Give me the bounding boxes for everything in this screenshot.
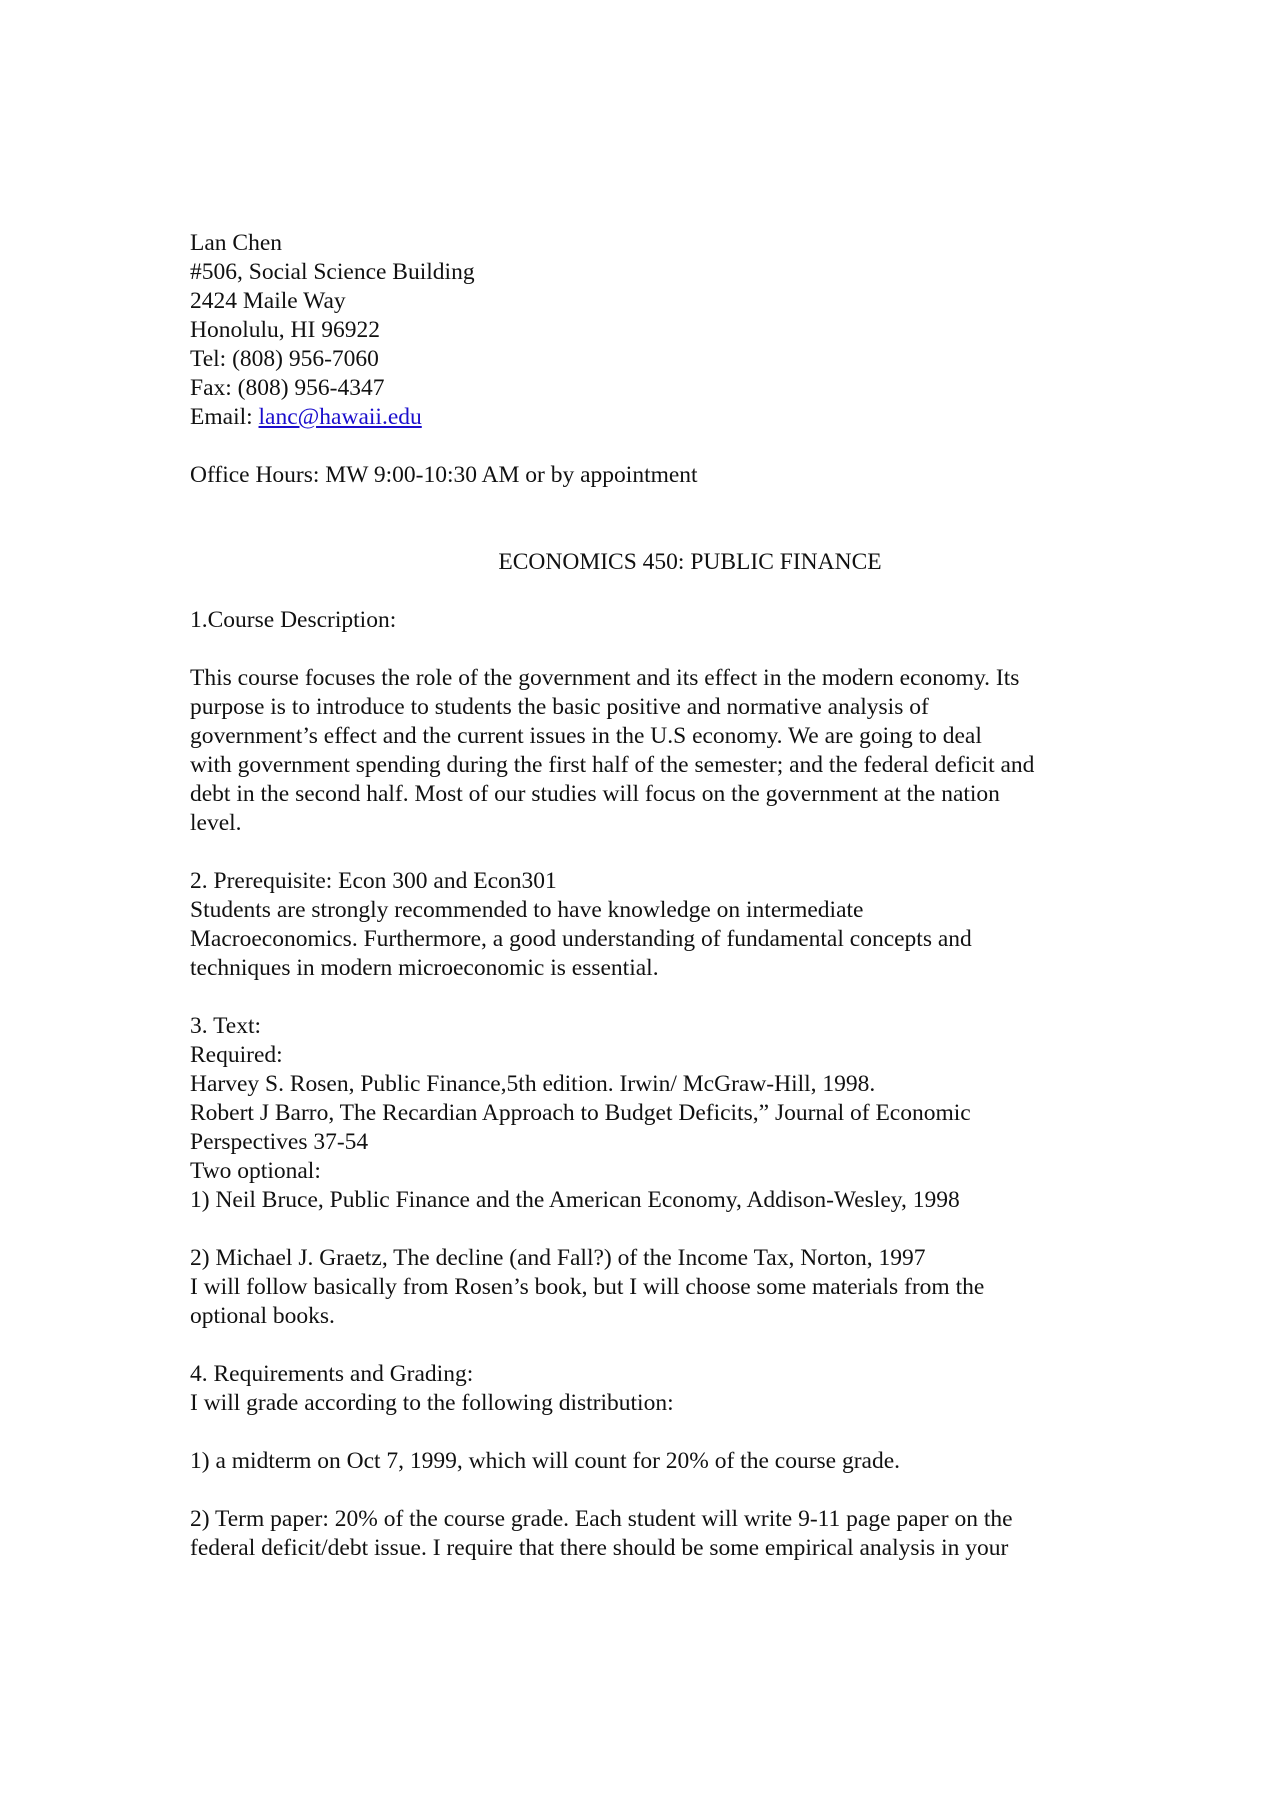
optional-text-2: 2) Michael J. Graetz, The decline (and Fall?) of the Income Tax, Norton, 1997 <box>190 1245 926 1271</box>
spacer <box>190 1476 1150 1505</box>
spacer <box>190 577 1150 606</box>
required-text: Robert J Barro, The Recardian Approach to Budget Deficits,” Journal of Economic <box>190 1100 971 1126</box>
spacer <box>190 490 1150 548</box>
spacer <box>190 432 1150 461</box>
email-line <box>190 403 1150 432</box>
office-hours: Office Hours: MW 9:00-10:30 AM or by appointment <box>190 462 698 488</box>
description-line: with government spending during the first half of the semester; and the federal deficit and <box>190 752 1035 778</box>
email-link[interactable]: lanc@hawaii.edu <box>258 404 422 430</box>
description-line: level. <box>190 810 242 836</box>
description-line: debt in the second half. Most of our studies will focus on the government at the nation <box>190 781 1000 807</box>
fax: Fax: (808) 956-4347 <box>190 375 385 401</box>
grading-item-term-paper: federal deficit/debt issue. I require that there should be some empirical analysis in your <box>190 1535 1009 1561</box>
spacer <box>190 1331 1150 1360</box>
description-line: This course focuses the role of the government and its effect in the modern economy. Its <box>190 665 1020 691</box>
telephone: Tel: (808) 956-7060 <box>190 346 379 372</box>
spacer <box>190 1215 1150 1244</box>
required-text: Perspectives 37-54 <box>190 1129 369 1155</box>
spacer <box>190 635 1150 664</box>
section-heading: 4. Requirements and Grading: <box>190 1361 474 1387</box>
instructor-name: Lan Chen <box>190 230 283 256</box>
grading-item-midterm: 1) a midterm on Oct 7, 1999, which will count for 20% of the course grade. <box>190 1448 901 1474</box>
description-line: purpose is to introduce to students the basic positive and normative analysis of <box>190 694 929 720</box>
spacer <box>190 1418 1150 1447</box>
section-heading: 3. Text: <box>190 1013 262 1039</box>
section-heading: 1.Course Description: <box>190 607 397 633</box>
course-title: ECONOMICS 450: PUBLIC FINANCE <box>498 549 882 575</box>
contact-block <box>190 229 1150 490</box>
required-text: Harvey S. Rosen, Public Finance,5th edition. Irwin/ McGraw-Hill, 1998. <box>190 1071 876 1097</box>
section-prerequisite <box>190 867 1150 983</box>
text-note: I will follow basically from Rosen’s book, but I will choose some materials from the <box>190 1274 985 1300</box>
city-address: Honolulu, HI 96922 <box>190 317 380 343</box>
section-text <box>190 1012 1150 1331</box>
email-label: Email: <box>190 404 259 430</box>
section-grading <box>190 1360 1150 1563</box>
prerequisite-line: techniques in modern microeconomic is essential. <box>190 955 659 981</box>
prerequisite-line: Macroeconomics. Furthermore, a good understanding of fundamental concepts and <box>190 926 972 952</box>
optional-text-1: 1) Neil Bruce, Public Finance and the American Economy, Addison-Wesley, 1998 <box>190 1187 960 1213</box>
spacer <box>190 983 1150 1012</box>
required-label: Required: <box>190 1042 283 1068</box>
section-course-description <box>190 606 1150 838</box>
street-address: 2424 Maile Way <box>190 288 346 314</box>
optional-label: Two optional: <box>190 1158 321 1184</box>
prerequisite-line: Students are strongly recommended to have knowledge on intermediate <box>190 897 864 923</box>
grading-item-term-paper: 2) Term paper: 20% of the course grade. Each student will write 9-11 page paper on the <box>190 1506 1013 1532</box>
grading-intro: I will grade according to the following distribution: <box>190 1390 674 1416</box>
syllabus-page <box>190 229 1150 1563</box>
description-line: government’s effect and the current issues in the U.S economy. We are going to deal <box>190 723 982 749</box>
text-note: optional books. <box>190 1303 335 1329</box>
spacer <box>190 838 1150 867</box>
office-address: #506, Social Science Building <box>190 259 475 285</box>
section-heading: 2. Prerequisite: Econ 300 and Econ301 <box>190 868 557 894</box>
